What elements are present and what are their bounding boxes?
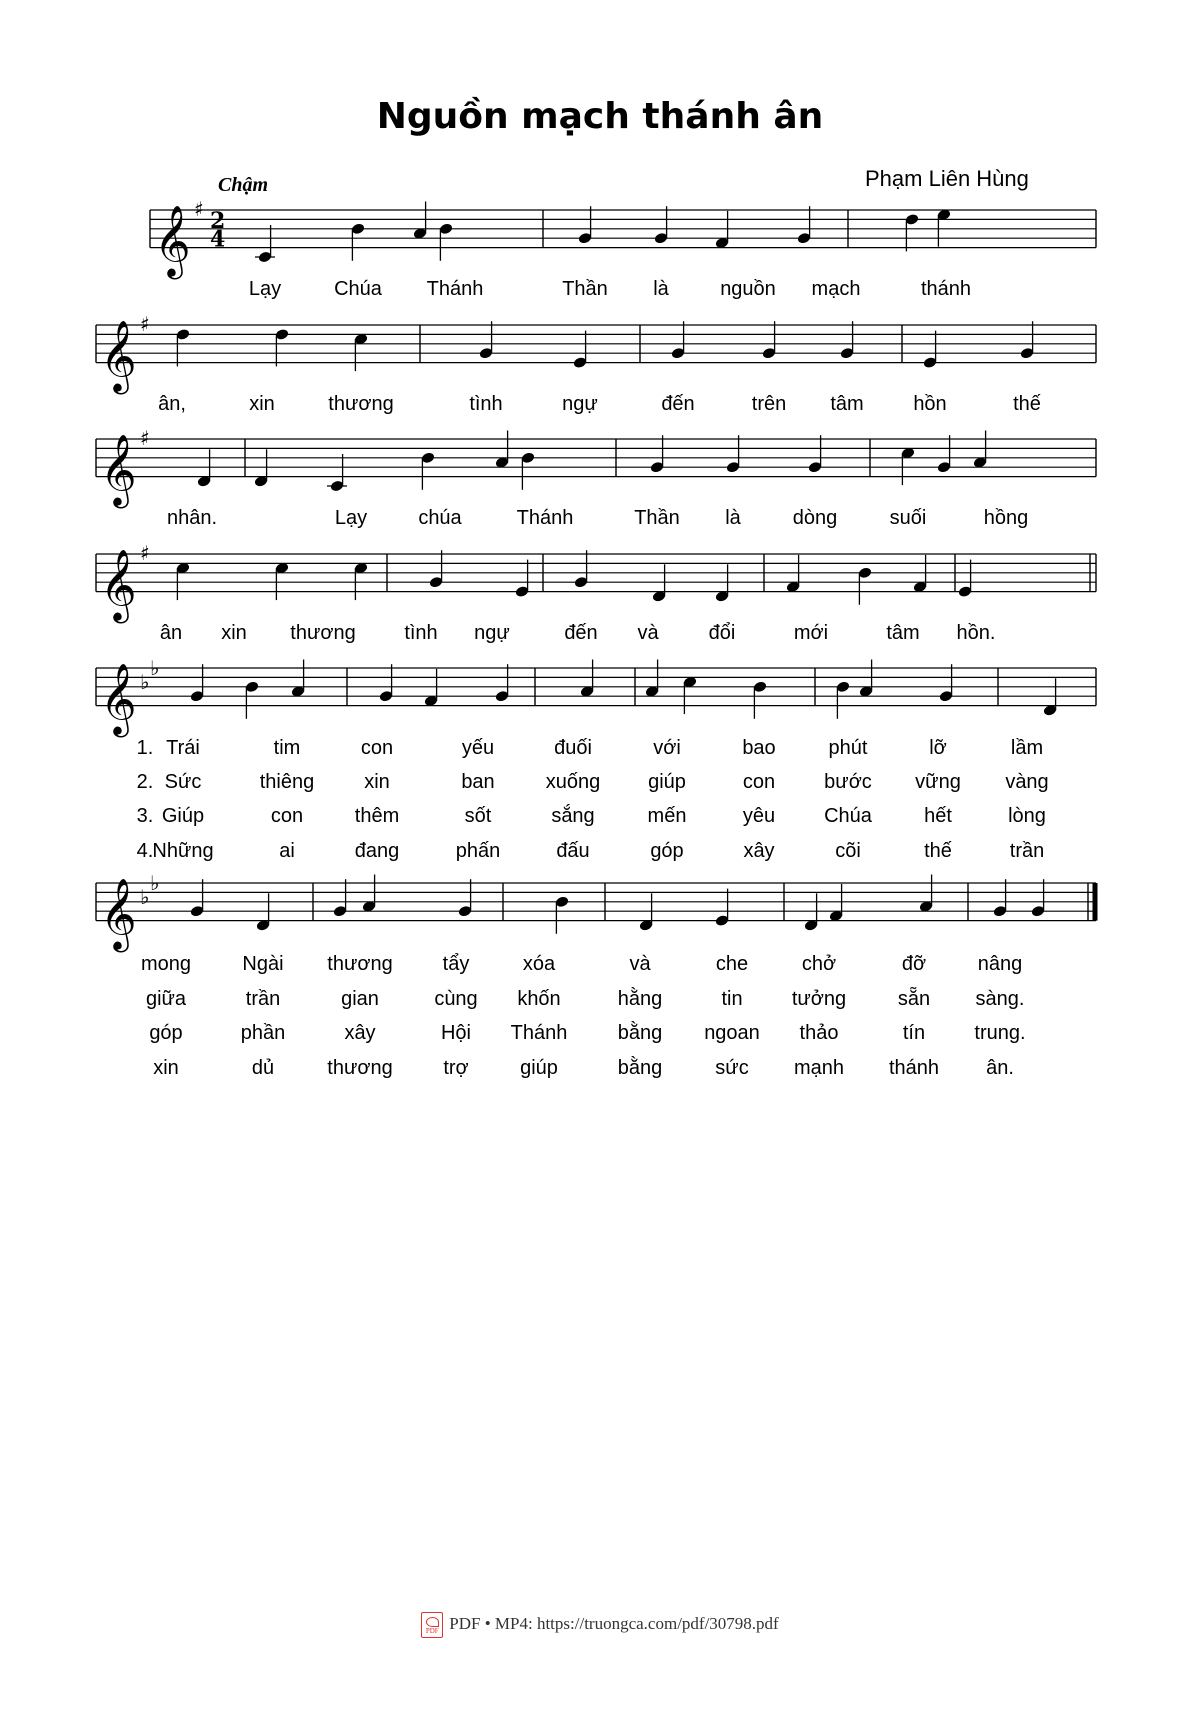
lyric-syllable: yêu (742, 805, 776, 827)
lyric-syllable: góp (650, 840, 684, 862)
lyric-syllable: thương (328, 393, 394, 415)
lyric-syllable: xin (249, 393, 275, 415)
composer-name: Phạm Liên Hùng (865, 166, 1029, 191)
lyric-syllable: bao (742, 737, 776, 759)
lyric-syllable: Thần (562, 278, 608, 300)
lyric-syllable: thiêng (259, 771, 315, 793)
lyric-syllable: dòng (792, 507, 838, 529)
lyric-syllable: thương (327, 1057, 393, 1079)
lyric-line (0, 622, 1200, 650)
lyric-syllable: sắng (551, 805, 595, 827)
lyric-syllable: trên (751, 393, 787, 415)
lyric-syllable: xây (344, 1022, 376, 1044)
flat-icon: ♭ (150, 656, 160, 680)
lyric-syllable: tim (273, 737, 301, 759)
lyric-syllable: trần (245, 988, 281, 1010)
footer (0, 1612, 1200, 1638)
lyric-syllable: trung. (974, 1022, 1026, 1044)
lyric-syllable: hồng (983, 507, 1029, 529)
lyric-syllable: sẵn (897, 988, 931, 1010)
lyric-syllable: trợ (443, 1057, 469, 1079)
lyric-line (0, 1057, 1200, 1085)
lyric-syllable: Thánh (510, 1022, 568, 1044)
lyric-syllable: Giúp (161, 805, 205, 827)
lyric-syllable: ân, (158, 393, 186, 415)
lyric-syllable: bằng (617, 1022, 663, 1044)
lyric-syllable: ngoan (704, 1022, 760, 1044)
lyric-syllable: thế (1013, 393, 1041, 415)
lyric-syllable: đang (354, 840, 400, 862)
lyric-syllable: góp (149, 1022, 183, 1044)
time-signature-numerator: 2 (210, 207, 226, 234)
lyric-syllable: 4. (136, 840, 154, 862)
lyric-syllable: cùng (434, 988, 478, 1010)
lyric-syllable: yếu (461, 737, 495, 759)
treble-clef-icon: 𝄞 (154, 203, 191, 277)
sharp-icon: ♯ (140, 426, 150, 450)
lyric-syllable: đổi (708, 622, 736, 644)
sharp-icon: ♯ (194, 197, 204, 221)
lyric-syllable: đấu (556, 840, 590, 862)
lyric-syllable: tình (469, 393, 503, 415)
lyric-syllable: hết (924, 805, 952, 827)
lyric-syllable: ban (461, 771, 495, 793)
lyric-syllable: Chúa (824, 805, 872, 827)
treble-clef-icon: 𝄞 (100, 876, 137, 950)
lyric-syllable: 3. (136, 805, 154, 827)
lyric-syllable: mạnh (793, 1057, 845, 1079)
lyric-syllable: mạch (811, 278, 861, 300)
lyric-syllable: Thánh (426, 278, 484, 300)
lyric-syllable: Lạy (248, 278, 282, 300)
lyric-syllable: xin (221, 622, 247, 644)
lyric-syllable: sức (715, 1057, 749, 1079)
lyric-syllable: phần (240, 1022, 286, 1044)
lyric-syllable: thương (290, 622, 356, 644)
pdf-icon[interactable]: PDF (421, 1612, 443, 1638)
lyric-syllable: ai (279, 840, 295, 862)
lyric-syllable: 1. (136, 737, 154, 759)
lyric-syllable: Trái (166, 737, 200, 759)
flat-icon: ♭ (140, 884, 150, 909)
lyric-syllable: sàng. (975, 988, 1025, 1010)
lyric-syllable: hồn. (956, 622, 996, 644)
lyric-line (0, 1022, 1200, 1050)
lyric-syllable: dủ (251, 1057, 275, 1079)
lyric-syllable: Những (152, 840, 214, 862)
lyric-syllable: tưởng (791, 988, 847, 1010)
lyric-syllable: ân (159, 622, 183, 644)
treble-clef-icon: 𝄞 (100, 432, 137, 506)
lyric-syllable: là (725, 507, 741, 529)
lyric-syllable: cõi (835, 840, 861, 862)
lyric-syllable: vàng (1005, 771, 1049, 793)
lyric-syllable: sốt (464, 805, 492, 827)
lyric-syllable: Hội (440, 1022, 472, 1044)
lyric-syllable: giúp (520, 1057, 558, 1079)
lyric-syllable: tình (404, 622, 438, 644)
lyric-syllable: suối (889, 507, 927, 529)
lyric-syllable: xin (364, 771, 390, 793)
lyric-syllable: phấn (455, 840, 501, 862)
lyric-syllable: Thần (634, 507, 680, 529)
lyric-syllable: thế (924, 840, 952, 862)
lyric-syllable: chúa (418, 507, 462, 529)
lyric-syllable: đến (564, 622, 598, 644)
lyric-syllable: tẩy (442, 953, 470, 975)
lyric-syllable: mới (793, 622, 829, 644)
lyric-syllable: đỡ (901, 953, 927, 975)
lyric-syllable: xóa (522, 953, 556, 975)
lyric-syllable: thảo (799, 1022, 839, 1044)
lyric-syllable: lòng (1008, 805, 1046, 827)
lyric-line (0, 988, 1200, 1016)
lyric-syllable: ngự (562, 393, 598, 415)
lyric-syllable: nâng (977, 953, 1023, 975)
lyric-syllable: thêm (354, 805, 400, 827)
lyric-line (0, 953, 1200, 981)
lyric-line (0, 805, 1200, 833)
lyric-syllable: lầm (1010, 737, 1044, 759)
lyric-syllable: đuối (554, 737, 592, 759)
footer-link[interactable]: PDF • MP4: https://truongca.com/pdf/30798.pdf (449, 1613, 779, 1633)
lyric-syllable: Thánh (516, 507, 574, 529)
lyric-syllable: là (653, 278, 669, 300)
lyric-syllable: tin (721, 988, 743, 1010)
lyric-syllable: ân. (986, 1057, 1014, 1079)
lyric-syllable: xuống (545, 771, 601, 793)
lyric-syllable: đến (661, 393, 695, 415)
lyric-syllable: tâm (886, 622, 920, 644)
lyric-syllable: giúp (648, 771, 686, 793)
lyric-line (0, 840, 1200, 868)
lyric-line (0, 393, 1200, 421)
lyric-syllable: mong (140, 953, 192, 975)
lyric-syllable: 2. (136, 771, 154, 793)
lyric-syllable: vững (915, 771, 961, 793)
lyric-syllable: phút (828, 737, 868, 759)
lyric-syllable: gian (341, 988, 379, 1010)
tempo-marking: Chậm (218, 174, 269, 196)
lyric-syllable: bằng (617, 1057, 663, 1079)
lyric-syllable: che (715, 953, 749, 975)
lyric-syllable: Sức (164, 771, 202, 793)
lyric-syllable: khốn (517, 988, 561, 1010)
lyric-syllable: tín (902, 1022, 926, 1044)
lyric-syllable: tâm (830, 393, 864, 415)
lyric-syllable: hồn (913, 393, 947, 415)
treble-clef-icon: 𝄞 (100, 547, 137, 621)
lyric-syllable: lỡ (929, 737, 947, 759)
song-title: Nguồn mạch thánh ân (376, 96, 824, 137)
lyric-line (0, 507, 1200, 535)
lyric-syllable: mến (647, 805, 687, 827)
time-signature-denominator: 4 (210, 226, 226, 253)
lyric-syllable: xin (153, 1057, 179, 1079)
lyric-syllable: bước (824, 771, 872, 793)
lyric-syllable: trần (1009, 840, 1045, 862)
lyric-syllable: nhân. (166, 507, 218, 529)
lyric-line (0, 278, 1200, 306)
lyric-syllable: thương (327, 953, 393, 975)
lyric-syllable: con (742, 771, 776, 793)
lyric-syllable: và (637, 622, 659, 644)
lyric-syllable: Ngài (242, 953, 284, 975)
lyric-syllable: con (360, 737, 394, 759)
lyric-syllable: nguồn (720, 278, 776, 300)
lyric-syllable: hằng (617, 988, 663, 1010)
lyric-syllable: với (653, 737, 681, 759)
sharp-icon: ♯ (140, 541, 150, 565)
lyric-syllable: giữa (145, 988, 187, 1010)
lyric-line (0, 737, 1200, 765)
flat-icon: ♭ (150, 871, 160, 895)
lyric-syllable: thánh (920, 278, 972, 300)
lyric-syllable: Lạy (334, 507, 368, 529)
lyric-syllable: và (629, 953, 651, 975)
lyric-syllable: chở (801, 953, 837, 975)
treble-clef-icon: 𝄞 (100, 318, 137, 392)
lyric-syllable: thánh (888, 1057, 940, 1079)
lyric-syllable: Chúa (334, 278, 382, 300)
flat-icon: ♭ (140, 669, 150, 694)
lyric-line (0, 771, 1200, 799)
treble-clef-icon: 𝄞 (100, 661, 137, 735)
sharp-icon: ♯ (140, 312, 150, 336)
lyric-syllable: ngự (474, 622, 510, 644)
lyric-syllable: xây (743, 840, 775, 862)
lyric-syllable: con (270, 805, 304, 827)
